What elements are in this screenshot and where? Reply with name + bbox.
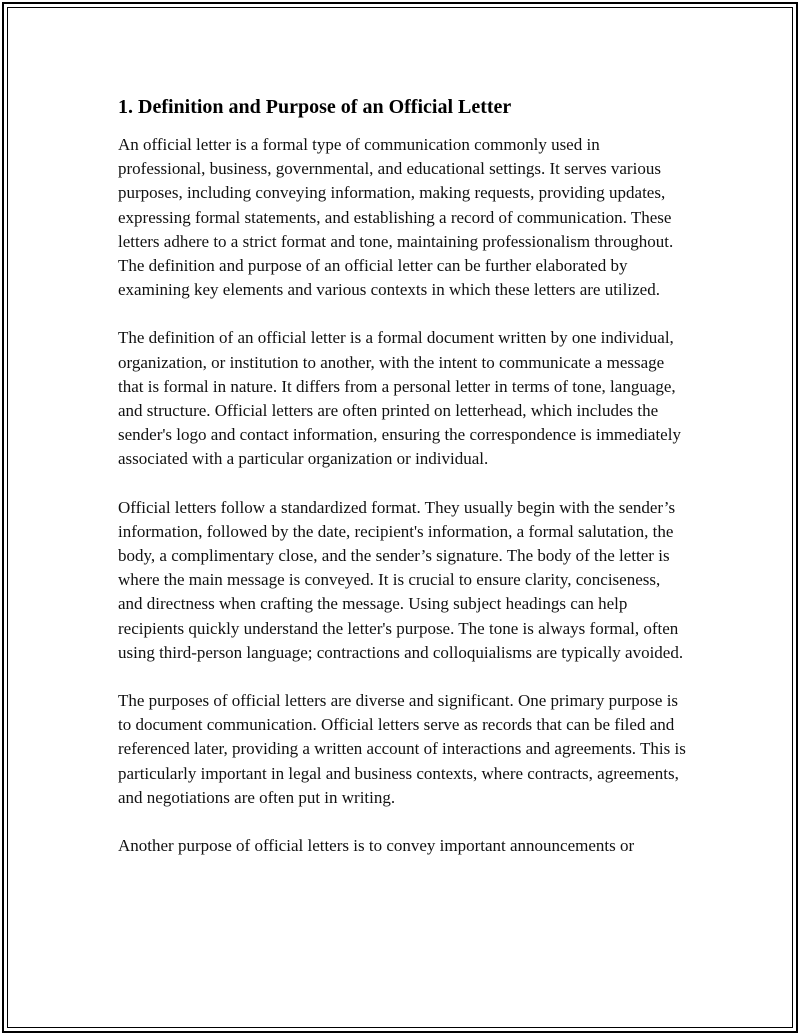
section-heading: 1. Definition and Purpose of an Official Letter [118,96,512,118]
paragraph-purposes: The purposes of official letters are diverse and significant. One primary purpose is to document communication. Official letters serve as records that can be filed and referenced later, providing a written account of interactions and agreements. This is particularly important in legal and business contexts, where contracts, agreements, and negotiations are often put in writing. [118,691,686,807]
document-body [118,93,688,882]
paragraph-format: Official letters follow a standardized format. They usually begin with the sender’s information, followed by the date, recipient's information, a formal salutation, the body, a complimentary close, and the sender’s signature. The body of the letter is where the main message is conveyed. It is crucial to ensure clarity, conciseness, and directness when crafting the message. Using subject headings can help recipients quickly understand the letter's purpose. The tone is always formal, often using third-person language; contractions and colloquialisms are typically avoided. [118,497,684,662]
paragraph-definition-intro: An official letter is a formal type of communication commonly used in professional, business, governmental, and educational settings. It serves various purposes, including conveying information, making requests, providing updates, expressing formal statements, and establishing a record of communication. These letters adhere to a strict format and tone, maintaining professionalism throughout. The definition and purpose of an official letter can be further elaborated by examining key elements and various contexts in which these letters are utilized. [118,135,674,300]
paragraph-definition: The definition of an official letter is a formal document written by one individual, organization, or institution to another, with the intent to communicate a message that is formal in nature. It differs from a personal letter in terms of tone, language, and structure. Official letters are often printed on letterhead, which includes the sender's logo and contact information, ensuring the correspondence is immediately associated with a particular organization or individual. [118,328,681,469]
paragraph-announcements: Another purpose of official letters is to convey important announcements or [118,836,635,856]
